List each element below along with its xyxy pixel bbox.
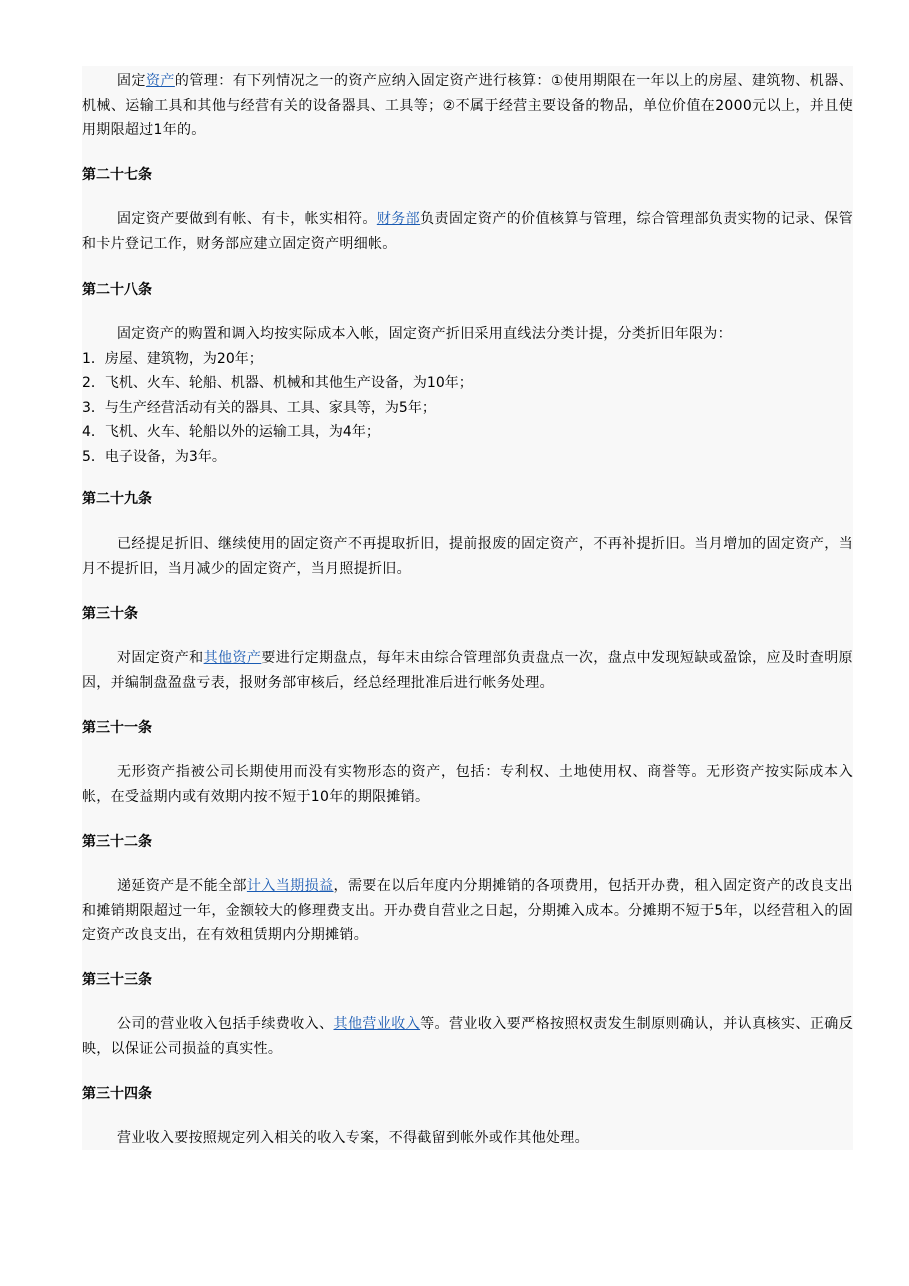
article-28-text: 固定资产的购置和调入均按实际成本入帐，固定资产折旧采用直线法分类计提，分类折旧年限为： <box>117 326 732 342</box>
article-30-text-start: 对固定资产和 <box>117 650 204 666</box>
article-33-text-rest: 等。营业收入要严格按照权责发生制原则确认，并认真核实、正确反映，以保证公司损益的真实性。 <box>82 1016 854 1057</box>
article-32-text-rest: ，需要在以后年度内分期摊销的各项费用，包括开办费，租入固定资产的改良支出和摊销期限超过一年，金额较大的修理费支出。开办费自营业之日起，分期摊入成本。分摊期不短于5年，以经营租入的固定资产改良支出，在有效租赁期内分期摊销。 <box>82 878 853 943</box>
article-29-text: 已经提足折旧、继续使用的固定资产不再提取折旧，提前报废的固定资产，不再补提折旧。当月增加的固定资产，当月不提折旧，当月减少的固定资产，当月照提折旧。 <box>82 536 853 577</box>
article-29-heading: 第二十九条 <box>82 491 152 507</box>
article-30-text <box>82 646 853 695</box>
article-30-heading: 第三十条 <box>82 606 138 622</box>
article-27-text <box>82 207 853 256</box>
article-31-heading: 第三十一条 <box>82 720 152 736</box>
article-28-body <box>82 322 853 469</box>
depreciation-item: 2．飞机、火车、轮船、机器、机械和其他生产设备，为10年； <box>82 375 473 391</box>
other-assets-link[interactable]: 其他资产 <box>203 650 262 666</box>
assets-link[interactable]: 资产 <box>145 73 175 89</box>
article-28-heading: 第二十八条 <box>82 282 152 298</box>
article-33-text <box>82 1012 853 1061</box>
article-32-text-start: 递延资产是不能全部 <box>117 878 247 894</box>
current-pl-link[interactable]: 计入当期损益 <box>246 878 334 894</box>
article-34-text: 营业收入要按照规定列入相关的收入专案，不得截留到帐外或作其他处理。 <box>117 1130 589 1146</box>
article-31-text: 无形资产指被公司长期使用而没有实物形态的资产，包括：专利权、土地使用权、商誉等。无形资产按实际成本入帐，在受益期内或有效期内按不短于10年的期限摊销。 <box>82 764 853 805</box>
intro-paragraph <box>82 69 853 143</box>
article-27-heading: 第二十七条 <box>82 167 152 183</box>
article-33-text-start: 公司的营业收入包括手续费收入、 <box>117 1016 334 1032</box>
article-30-text-rest: 要进行定期盘点，每年末由综合管理部负责盘点一次，盘点中发现短缺或盈馀，应及时查明原因，并编制盘盈盘亏表，报财务部审核后，经总经理批准后进行帐务处理。 <box>82 650 853 691</box>
article-27-text-rest: 负责固定资产的价值核算与管理，综合管理部负责实物的记录、保管和卡片登记工作，财务部应建立固定资产明细帐。 <box>82 211 854 252</box>
depreciation-item: 5．电子设备，为3年。 <box>82 448 226 465</box>
intro-text-start: 固定 <box>117 73 146 89</box>
article-32-text <box>82 874 853 948</box>
article-34-heading: 第三十四条 <box>82 1086 152 1102</box>
article-33-heading: 第三十三条 <box>82 972 152 988</box>
depreciation-item: 4．飞机、火车、轮船以外的运输工具，为4年； <box>82 424 380 440</box>
other-revenue-link[interactable]: 其他营业收入 <box>333 1016 421 1032</box>
article-27-text-start: 固定资产要做到有帐、有卡，帐实相符。 <box>117 211 377 227</box>
document-body <box>82 66 853 1150</box>
depreciation-item: 3．与生产经营活动有关的器具、工具、家具等，为5年； <box>82 399 436 416</box>
article-32-heading: 第三十二条 <box>82 834 152 850</box>
finance-dept-link[interactable]: 财务部 <box>376 211 421 227</box>
depreciation-item: 1．房屋、建筑物，为20年； <box>82 350 263 367</box>
intro-text-rest: 的管理：有下列情况之一的资产应纳入固定资产进行核算：①使用期限在一年以上的房屋、建筑物、机器、机械、运输工具和其他与经营有关的设备器具、工具等；②不属于经营主要设备的物品，单位价值在2000元以上，并且使用期限超过1年的。 <box>82 73 853 138</box>
